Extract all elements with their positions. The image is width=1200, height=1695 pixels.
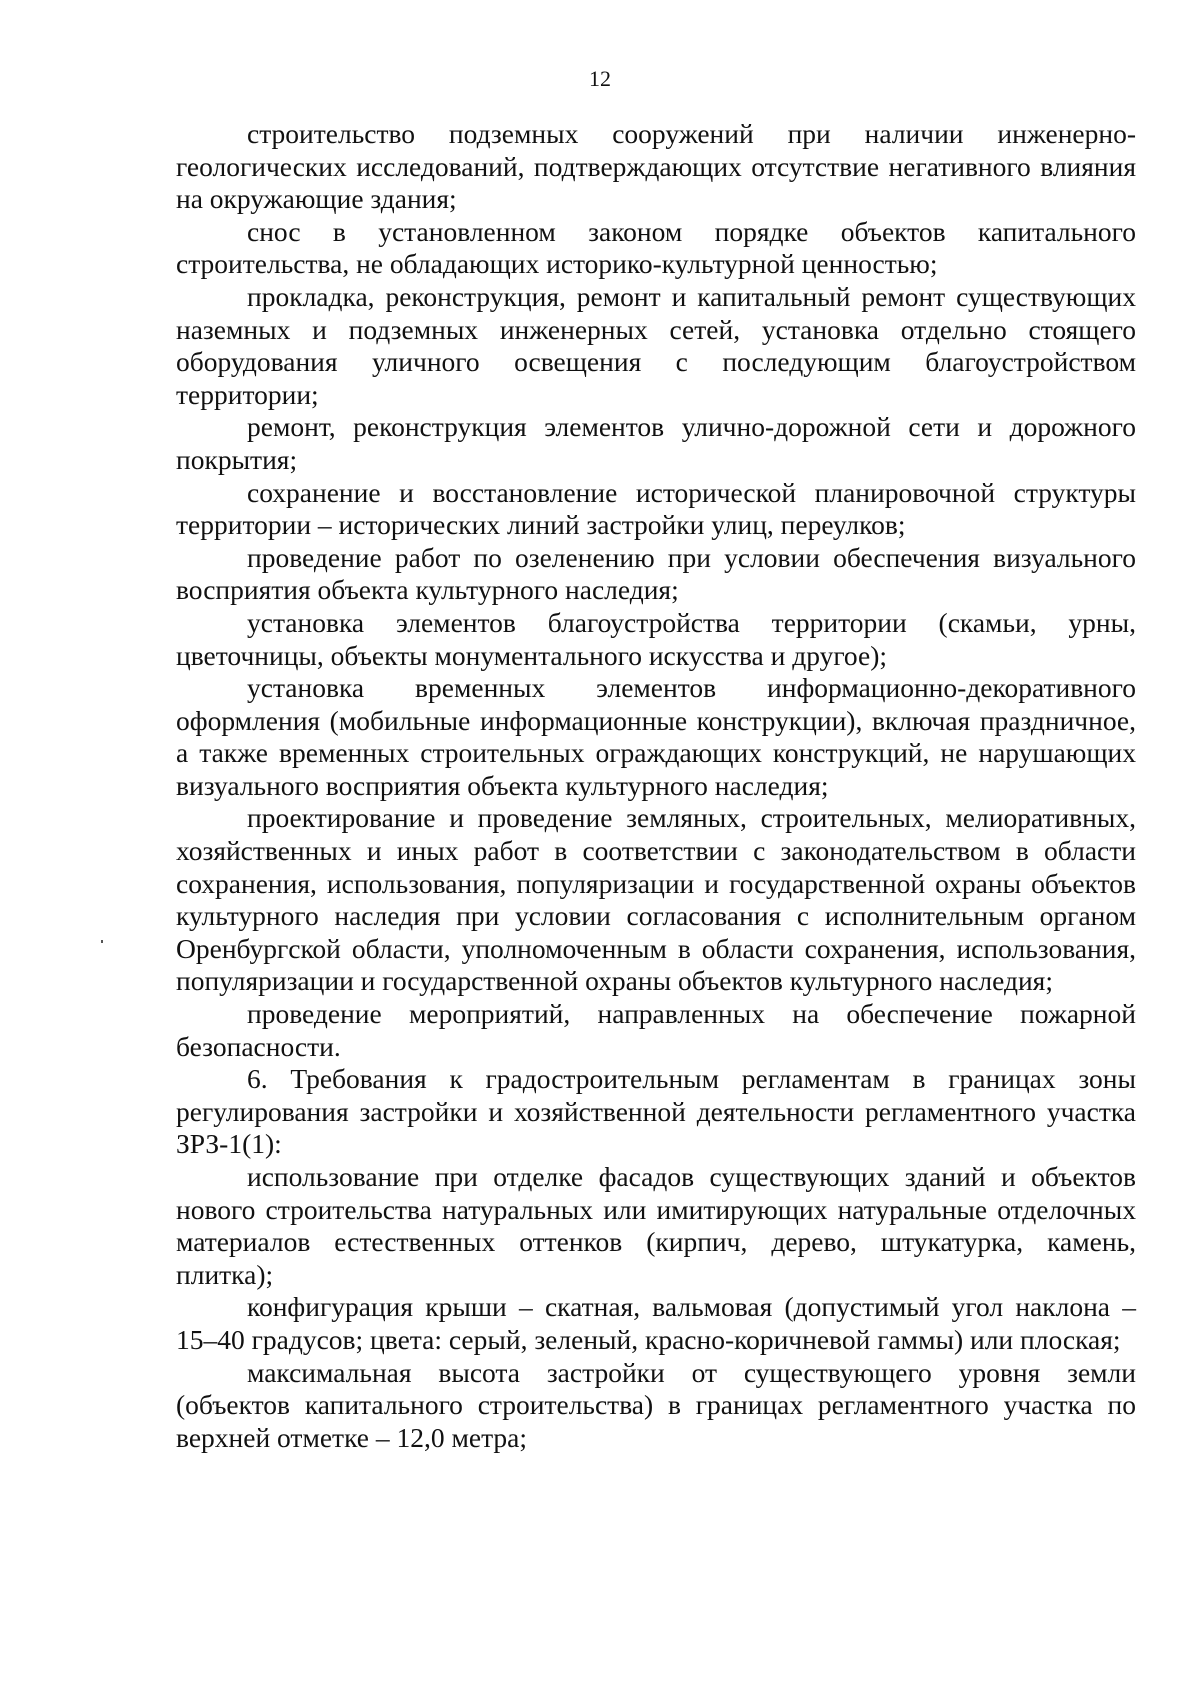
paragraph-underground-construction: строительство подземных сооружений при наличии инженерно-геологических исследований, подтверждающих отсутствие негативного влияния на окружающие здания; xyxy=(176,118,1136,215)
paragraph-demolition: снос в установленном законом порядке объектов капитального строительства, не обладающих историко-культурной ценностью; xyxy=(176,215,1136,280)
paragraph-roof-configuration: конфигурация крыши – скатная, вальмовая (допустимый угол наклона – 15–40 градусов; цвета: серый, зеленый, красно-коричневой гаммы) или плоская; xyxy=(176,1291,1136,1355)
paragraph-temporary-decor: установка временных элементов информационно-декоративного оформления (мобильные информационные конструкции), включая праздничное, а также временных строительных ограждающих конструкций, не нарушающих визуального восприятия объекта культурного наследия; xyxy=(176,672,1136,801)
document-body xyxy=(176,118,1136,1454)
paragraph-street-furniture: установка элементов благоустройства территории (скамьи, урны, цветочницы, объекты монументального искусства и другое); xyxy=(176,606,1136,671)
paragraph-max-height: максимальная высота застройки от существующего уровня земли (объектов капитального строительства) в границах регламентного участка по верхней отметке – 12,0 метра; xyxy=(176,1356,1136,1453)
scan-speck xyxy=(101,940,103,943)
paragraph-engineering-networks: прокладка, реконструкция, ремонт и капитальный ремонт существующих наземных и подземных инженерных сетей, установка отдельно стоящего оборудования уличного освещения с последующим благоустройством территории; xyxy=(176,280,1136,410)
paragraph-facade-materials: использование при отделке фасадов существующих зданий и объектов нового строительства натуральных или имитирующих натуральные отделочных материалов естественных оттенков (кирпич, дерево, штукатурка, камень, плитка); xyxy=(176,1161,1136,1290)
paragraph-road-repair: ремонт, реконструкция элементов улично-дорожной сети и дорожного покрытия; xyxy=(176,411,1136,475)
paragraph-landscaping: проведение работ по озеленению при условии обеспечения визуального восприятия объекта культурного наследия; xyxy=(176,541,1136,606)
page-number: 12 xyxy=(589,66,611,91)
paragraph-fire-safety: проведение мероприятий, направленных на обеспечение пожарной безопасности. xyxy=(176,998,1136,1062)
section-heading-zrz: 6. Требования к градостроительным регламентам в границах зоны регулирования застройки и хозяйственной деятельности регламентного участка ЗРЗ-1(1): xyxy=(176,1063,1136,1160)
paragraph-historic-layout: сохранение и восстановление исторической планировочной структуры территории – исторических линий застройки улиц, переулков; xyxy=(176,476,1136,541)
paragraph-earthworks: проектирование и проведение земляных, строительных, мелиоративных, хозяйственных и иных работ в соответствии с законодательством в области сохранения, использования, популяризации и государственной охраны объектов культурного наследия при условии согласования с исполнительным органом Оренбургской области, уполномоченным в области сохранения, использования, популяризации и государственной охраны объектов культурного наследия; xyxy=(176,802,1136,997)
